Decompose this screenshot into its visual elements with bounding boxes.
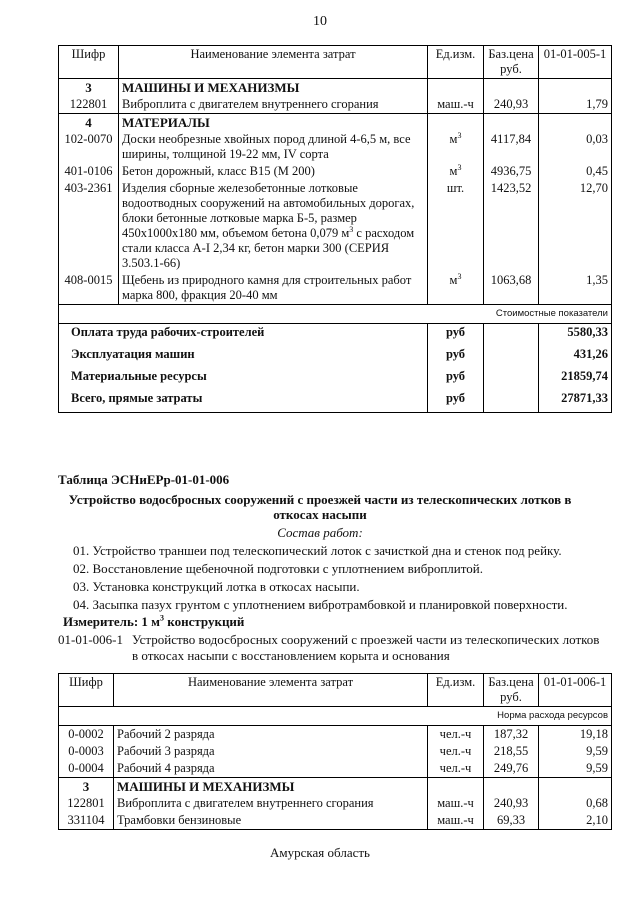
header-code: Шифр xyxy=(59,46,119,79)
section-title: МАШИНЫ И МЕХАНИЗМЫ xyxy=(114,778,428,796)
total-label: Оплата труда рабочих-строителей xyxy=(59,324,428,347)
row-value: 2,10 xyxy=(539,812,612,830)
row-name: Изделия сборные железобетонные лотковые водоотводных сооружений на автомобильных дорогах, блоки бетонные лотковые марка Б-5, размер 450x1000x180 мм, объемом бетона 0,079 $м^3$ с расходом стали класса А-I 2,34 кг, бетон марки 300 (СЕРИЯ 3.503.1-66) xyxy=(119,180,428,272)
row-code: 122801 xyxy=(59,96,119,114)
table-row xyxy=(59,760,612,778)
header-name: Наименование элемента затрат xyxy=(119,46,428,79)
section-number: 3 xyxy=(59,79,119,97)
row-price: 1063,68 xyxy=(484,272,539,305)
table-header xyxy=(59,46,612,79)
row-price: 187,32 xyxy=(484,726,539,744)
section-row-machines xyxy=(59,778,612,796)
row-code: 331104 xyxy=(59,812,114,830)
total-unit: руб xyxy=(428,390,484,413)
row-value: 19,18 xyxy=(539,726,612,744)
row-value: 0,68 xyxy=(539,795,612,812)
row-value: 0,03 xyxy=(539,131,612,163)
row-price: 69,33 xyxy=(484,812,539,830)
table-row xyxy=(59,131,612,163)
heading-line-1: Устройство водосбросных сооружений с проезжей части из телескопических лотков в xyxy=(68,492,572,507)
row-value: 12,70 xyxy=(539,180,612,272)
total-value: 27871,33 xyxy=(539,390,612,413)
band-label: Стоимостные показатели xyxy=(59,305,612,324)
row-code: 0-0003 xyxy=(59,743,114,760)
header-price: Баз.цена руб. xyxy=(484,674,539,707)
total-unit: руб xyxy=(428,324,484,347)
row-unit: маш.-ч xyxy=(428,96,484,114)
section-title: МАШИНЫ И МЕХАНИЗМЫ xyxy=(119,79,428,97)
row-value: 1,79 xyxy=(539,96,612,114)
total-label: Всего, прямые затраты xyxy=(59,390,428,413)
band-row xyxy=(59,707,612,726)
band-row xyxy=(59,305,612,324)
row-unit: маш.-ч xyxy=(428,812,484,830)
row-code: 0-0004 xyxy=(59,760,114,778)
row-value: 0,45 xyxy=(539,163,612,180)
total-row xyxy=(59,324,612,347)
page-footer: Амурская область xyxy=(270,845,370,860)
row-name: Рабочий 4 разряда xyxy=(114,760,428,778)
table-title: Таблица ЭСНиЕРр-01-01-006 xyxy=(58,472,230,487)
row-code: 408-0015 xyxy=(59,272,119,305)
row-price: 249,76 xyxy=(484,760,539,778)
header-unit: Ед.изм. xyxy=(428,46,484,79)
row-unit: маш.-ч xyxy=(428,795,484,812)
row-name: Бетон дорожный, класс В15 (М 200) xyxy=(119,163,428,180)
table-row xyxy=(59,812,612,830)
total-row xyxy=(59,346,612,368)
total-value: 5580,33 xyxy=(539,324,612,347)
item-desc-line-2: в откосах насыпи с восстановлением корыта и основания xyxy=(132,648,450,663)
row-name: Доски необрезные хвойных пород длиной 4-6,5 м, все ширины, толщиной 19-22 мм, IV сорта xyxy=(119,131,428,163)
row-unit: чел.-ч xyxy=(428,760,484,778)
page-number: 10 xyxy=(313,14,327,29)
row-unit: чел.-ч xyxy=(428,743,484,760)
item-desc-line-1: Устройство водосбросных сооружений с проезжей части из телескопических лотков xyxy=(132,632,600,647)
total-label: Материальные ресурсы xyxy=(59,368,428,390)
row-value: 1,35 xyxy=(539,272,612,305)
section-number: 4 xyxy=(59,114,119,132)
row-value: 9,59 xyxy=(539,743,612,760)
table-row xyxy=(59,795,612,812)
total-value: 21859,74 xyxy=(539,368,612,390)
total-unit: руб xyxy=(428,346,484,368)
header-norm: 01-01-006-1 xyxy=(539,674,612,707)
work-item: 03. Установка конструкций лотка в откосах насыпи. xyxy=(73,579,360,594)
row-unit: шт. xyxy=(428,180,484,272)
row-unit: $м^3$ xyxy=(428,163,484,180)
header-price: Баз.цена руб. xyxy=(484,46,539,79)
section-title: МАТЕРИАЛЫ xyxy=(119,114,428,132)
row-price: 4936,75 xyxy=(484,163,539,180)
band-label: Норма расхода ресурсов xyxy=(59,707,612,726)
table-row xyxy=(59,180,612,272)
table-row xyxy=(59,96,612,114)
total-label: Эксплуатация машин xyxy=(59,346,428,368)
table-header xyxy=(59,674,612,707)
table-row xyxy=(59,726,612,744)
total-row xyxy=(59,368,612,390)
item-code: 01-01-006-1 xyxy=(58,632,123,647)
work-item: 04. Засыпка пазух грунтом с уплотнением вибротрамбовкой и планировкой поверхности. xyxy=(73,597,568,612)
row-code: 0-0002 xyxy=(59,726,114,744)
row-name: Рабочий 2 разряда xyxy=(114,726,428,744)
header-code: Шифр xyxy=(59,674,114,707)
table-row xyxy=(59,163,612,180)
table-row xyxy=(59,272,612,305)
section-number: 3 xyxy=(59,778,114,796)
row-name: Виброплита с двигателем внутреннего сгорания xyxy=(119,96,428,114)
row-price: 1423,52 xyxy=(484,180,539,272)
row-code: 403-2361 xyxy=(59,180,119,272)
section-row-materials xyxy=(59,114,612,132)
row-price: 240,93 xyxy=(484,795,539,812)
table-row xyxy=(59,743,612,760)
row-unit: $м^3$ xyxy=(428,272,484,305)
work-item: 01. Устройство траншеи под телескопический лоток с зачисткой дна и стенок под рейку. xyxy=(73,543,562,558)
header-name: Наименование элемента затрат xyxy=(114,674,428,707)
resource-table-2 xyxy=(58,673,612,830)
row-code: 122801 xyxy=(59,795,114,812)
row-price: 4117,84 xyxy=(484,131,539,163)
works-title: Состав работ: xyxy=(277,525,363,540)
row-price: 218,55 xyxy=(484,743,539,760)
row-unit: $м^3$ xyxy=(428,131,484,163)
total-unit: руб xyxy=(428,368,484,390)
work-item: 02. Восстановление щебеночной подготовки с уплотнением виброплитой. xyxy=(73,561,483,576)
row-name: Щебень из природного камня для строительных работ марка 800, фракция 20-40 мм xyxy=(119,272,428,305)
row-name: Рабочий 3 разряда xyxy=(114,743,428,760)
header-norm: 01-01-005-1 xyxy=(539,46,612,79)
section-row-machines xyxy=(59,79,612,97)
row-unit: чел.-ч xyxy=(428,726,484,744)
row-code: 102-0070 xyxy=(59,131,119,163)
row-code: 401-0106 xyxy=(59,163,119,180)
resource-table-1 xyxy=(58,45,612,413)
row-name: Трамбовки бензиновые xyxy=(114,812,428,830)
header-unit: Ед.изм. xyxy=(428,674,484,707)
row-name: Виброплита с двигателем внутреннего сгорания xyxy=(114,795,428,812)
meter: Измеритель: 1 $м^3$ конструкций xyxy=(63,613,245,629)
heading-line-2: откосах насыпи xyxy=(273,507,367,522)
total-row xyxy=(59,390,612,413)
row-value: 9,59 xyxy=(539,760,612,778)
row-price: 240,93 xyxy=(484,96,539,114)
total-value: 431,26 xyxy=(539,346,612,368)
